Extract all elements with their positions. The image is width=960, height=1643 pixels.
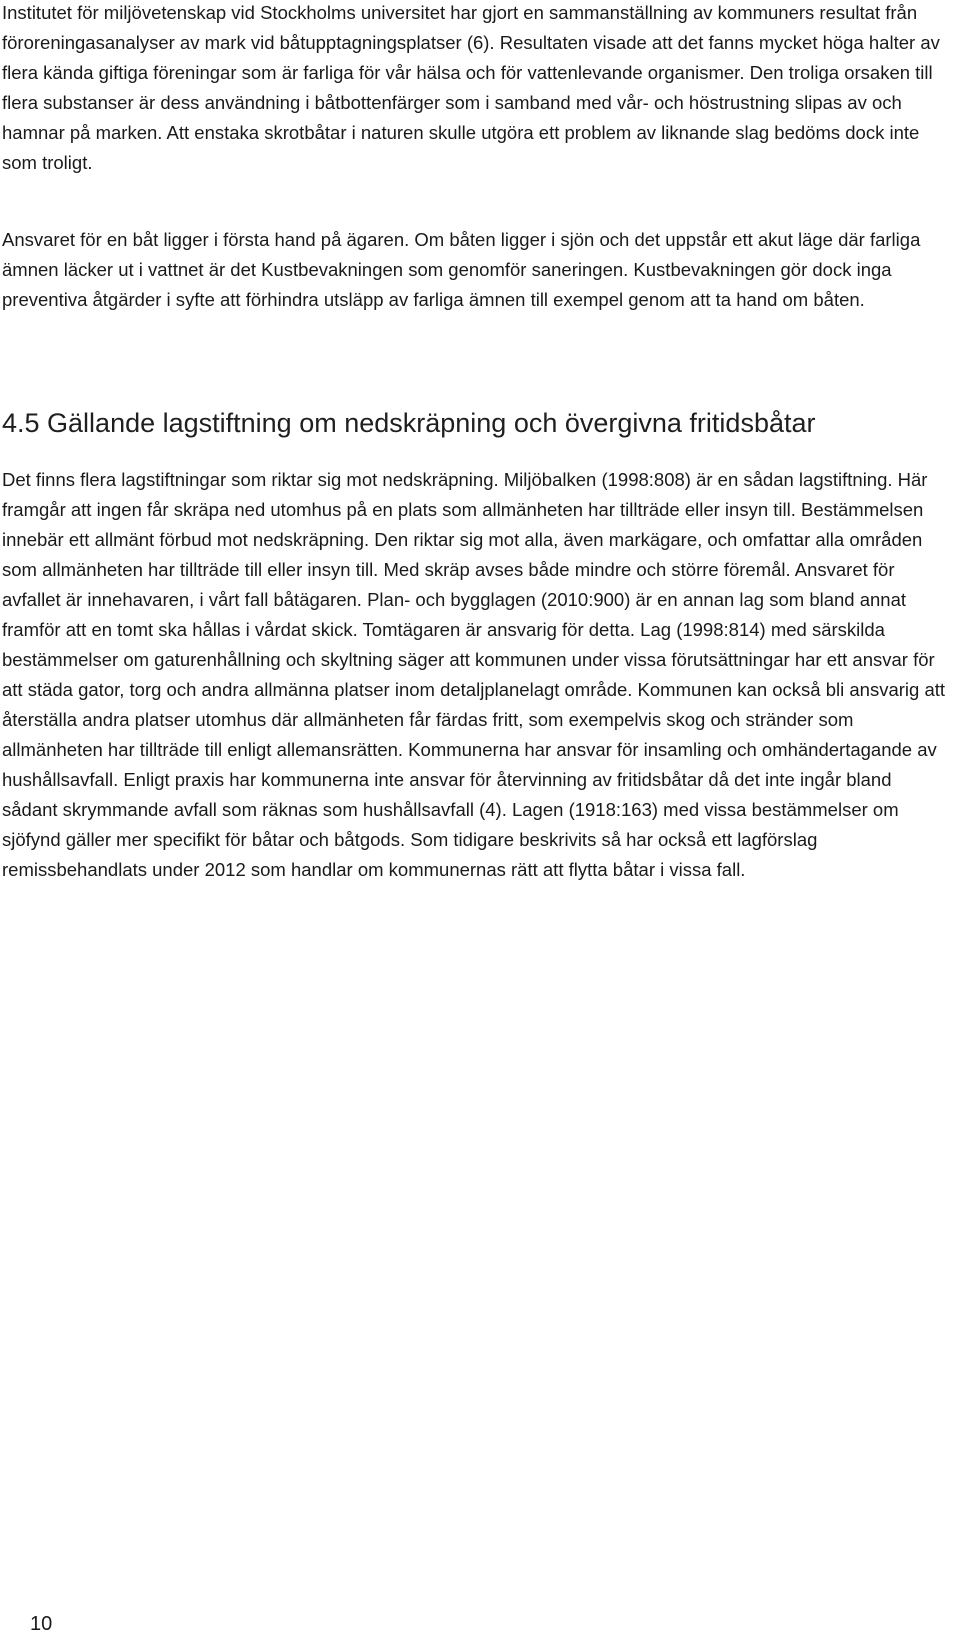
- body-paragraph-responsibility: Ansvaret för en båt ligger i första hand på ägaren. Om båten ligger i sjön och det uppstår ett akut läge där farliga ämnen läcker ut i vattnet är det Kustbevakningen som genomför saneringen. Kustbevakningen gör dock inga preventiva åtgärder i syfte att förhindra utsläpp av farliga ämnen till exempel genom att ta hand om båten.: [2, 229, 921, 310]
- section-heading: 4.5 Gällande lagstiftning om nedskräpning och övergivna fritidsbåtar: [2, 408, 816, 438]
- body-paragraph-contamination: Institutet för miljövetenskap vid Stockholms universitet har gjort en sammanställning av kommuners resultat från föroreningasanalyser av mark vid båtupptagningsplatser (6). Resultaten visade att det fanns mycket höga halter av flera kända giftiga föreningar som är farliga för vår hälsa och för vattenlevande organismer. Den troliga orsaken till flera substanser är dess användning i båtbottenfärger som i samband med vår- och höstrustning slipas av och hamnar på marken. Att enstaka skrotbåtar i naturen skulle utgöra ett problem av liknande slag bedöms dock inte som troligt.: [2, 2, 940, 173]
- body-paragraph-legislation: Det finns flera lagstiftningar som riktar sig mot nedskräpning. Miljöbalken (1998:808) är en sådan lagstiftning. Här framgår att ingen får skräpa ned utomhus på en plats som allmänheten har tillträde eller insyn till. Bestämmelsen innebär ett allmänt förbud mot nedskräpning. Den riktar sig mot alla, även markägare, och omfattar alla områden som allmänheten har tillträde till eller insyn till. Med skräp avses både mindre och större föremål. Ansvaret för avfallet är innehavaren, i vårt fall båtägaren. Plan- och bygglagen (2010:900) är en annan lag som bland annat framför att en tomt ska hållas i vårdat skick. Tomtägaren är ansvarig för detta. Lag (1998:814) med särskilda bestämmelser om gaturenhållning och skyltning säger att kommunen under vissa förutsättningar har ett ansvar för att städa gator, torg och andra allmänna platser inom detaljplanelagt område. Kommunen kan också bli ansvarig att återställa andra platser utomhus där allmänheten får färdas fritt, som exempelvis skog och stränder som allmänheten har tillträde till enligt allemansrätten. Kommunerna har ansvar för insamling och omhändertagande av hushållsavfall. Enligt praxis har kommunerna inte ansvar för återvinning av fritidsbåtar då det inte ingår bland sådant skrymmande avfall som räknas som hushållsavfall (4). Lagen (1918:163) med vissa bestämmelser om sjöfynd gäller mer specifikt för båtar och båtgods. Som tidigare beskrivits så har också ett lagförslag remissbehandlats under 2012 som handlar om kommunernas rätt att flytta båtar i vissa fall.: [2, 469, 946, 880]
- page-number: 10: [30, 1613, 53, 1635]
